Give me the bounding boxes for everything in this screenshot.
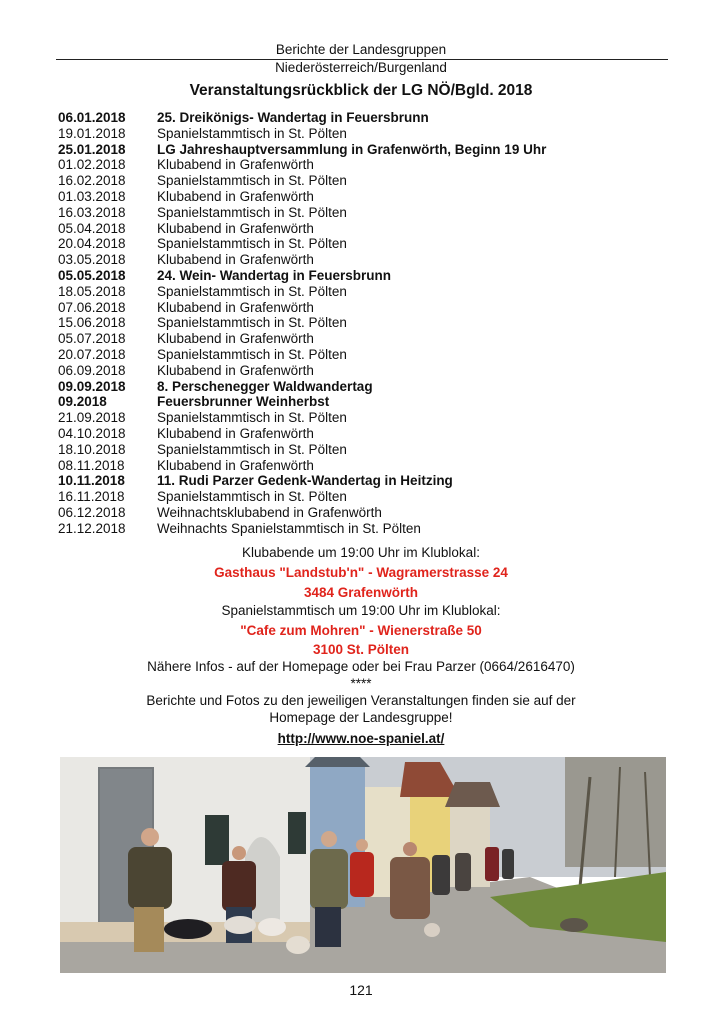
event-row (58, 221, 678, 237)
event-date: 20.07.2018 (58, 346, 126, 362)
event-text: 25. Dreikönigs- Wandertag in Feuersbrunn (157, 110, 429, 125)
klub-intro: Klubabende um 19:00 Uhr im Klublokal: (242, 545, 480, 560)
header-line-1: Berichte der Landesgruppen (275, 42, 447, 57)
event-text: Spanielstammtisch in St. Pölten (157, 346, 347, 362)
page-number: 121 (349, 982, 373, 998)
stamm-intro: Spanielstammtisch um 19:00 Uhr im Klublokal: (221, 603, 501, 618)
reports-line-1: Berichte und Fotos zu den jeweiligen Veranstaltungen finden sie auf der (146, 693, 576, 708)
event-row (58, 173, 678, 189)
homepage-link[interactable]: http://www.noe-spaniel.at/ (277, 731, 445, 746)
event-date: 09.09.2018 (58, 378, 126, 394)
event-text: Klubabend in Grafenwörth (157, 220, 314, 236)
event-date: 25.01.2018 (58, 141, 126, 157)
event-row (58, 410, 678, 426)
event-text: Feuersbrunner Weinherbst (157, 394, 330, 410)
event-row (58, 363, 678, 379)
page-title: Veranstaltungsrückblick der LG NÖ/Bgld. 2018 (189, 82, 533, 99)
event-row (58, 252, 678, 268)
event-row (58, 489, 678, 505)
event-date: 01.02.2018 (58, 157, 126, 173)
event-text: 11. Rudi Parzer Gedenk-Wandertag in Heitzing (157, 473, 453, 489)
event-row (58, 205, 678, 221)
event-row (58, 379, 678, 395)
event-row (58, 284, 678, 300)
contact-info: Nähere Infos - auf der Homepage oder bei Frau Parzer (0664/2616470) (147, 659, 575, 674)
event-text: Spanielstammtisch in St. Pölten (157, 236, 347, 252)
event-text: 8. Perschenegger Waldwandertag (157, 378, 373, 394)
event-date: 18.05.2018 (58, 283, 126, 299)
event-text: Klubabend in Grafenwörth (157, 252, 314, 268)
event-text: Spanielstammtisch in St. Pölten (157, 204, 347, 220)
event-text: Klubabend in Grafenwörth (157, 299, 314, 315)
event-date: 15.06.2018 (58, 315, 126, 331)
event-list (58, 110, 678, 537)
event-row (58, 394, 678, 410)
event-date: 16.11.2018 (58, 489, 125, 505)
event-date: 08.11.2018 (58, 457, 125, 473)
event-row (58, 315, 678, 331)
event-date: 20.04.2018 (58, 236, 126, 252)
event-date: 05.07.2018 (58, 331, 126, 347)
event-date: 21.12.2018 (58, 520, 126, 536)
event-date: 04.10.2018 (58, 425, 126, 441)
event-date: 21.09.2018 (58, 410, 126, 426)
event-date: 07.06.2018 (58, 299, 126, 315)
event-text: Spanielstammtisch in St. Pölten (157, 315, 347, 331)
event-text: Spanielstammtisch in St. Pölten (157, 283, 347, 299)
event-date: 16.03.2018 (58, 204, 126, 220)
event-text: Weihnachts Spanielstammtisch in St. Pölten (157, 520, 421, 536)
reports-line-2: Homepage der Landesgruppe! (269, 710, 453, 725)
event-date: 01.03.2018 (58, 188, 126, 204)
event-text: Klubabend in Grafenwörth (157, 188, 314, 204)
stamm-venue: "Cafe zum Mohren" - Wienerstraße 50 (240, 623, 482, 638)
event-row (58, 142, 678, 158)
event-row (58, 189, 678, 205)
event-date: 05.04.2018 (58, 220, 126, 236)
event-date: 06.01.2018 (58, 110, 126, 125)
event-text: Klubabend in Grafenwörth (157, 457, 314, 473)
event-row (58, 110, 678, 126)
event-row (58, 157, 678, 173)
event-text: Spanielstammtisch in St. Pölten (157, 125, 347, 141)
klub-venue: Gasthaus "Landstub'n" - Wagramerstrasse 24 (214, 565, 508, 580)
event-row (58, 331, 678, 347)
event-date: 18.10.2018 (58, 441, 126, 457)
stamm-city: 3100 St. Pölten (312, 642, 410, 657)
separator: **** (350, 676, 372, 691)
event-date: 09.2018 (58, 394, 107, 410)
event-row (58, 473, 678, 489)
event-row (58, 426, 678, 442)
event-row (58, 268, 678, 284)
event-text: Klubabend in Grafenwörth (157, 362, 314, 378)
event-date: 16.02.2018 (58, 173, 126, 189)
event-text: Spanielstammtisch in St. Pölten (157, 173, 347, 189)
group-walk-photo (60, 757, 666, 973)
event-date: 06.12.2018 (58, 504, 126, 520)
header-line-2: Niederösterreich/Burgenland (275, 60, 447, 75)
klub-city: 3484 Grafenwörth (303, 585, 419, 600)
event-row (58, 347, 678, 363)
event-row (58, 505, 678, 521)
event-row (58, 126, 678, 142)
event-date: 05.05.2018 (58, 267, 126, 283)
event-date: 06.09.2018 (58, 362, 126, 378)
event-row (58, 521, 678, 537)
event-row (58, 442, 678, 458)
event-text: Spanielstammtisch in St. Pölten (157, 441, 347, 457)
event-text: Weihnachtsklubabend in Grafenwörth (157, 504, 382, 520)
event-date: 19.01.2018 (58, 125, 126, 141)
event-text: Spanielstammtisch in St. Pölten (157, 410, 347, 426)
event-date: 10.11.2018 (58, 473, 125, 489)
event-text: Klubabend in Grafenwörth (157, 425, 314, 441)
event-row (58, 236, 678, 252)
event-date: 03.05.2018 (58, 252, 126, 268)
event-row (58, 300, 678, 316)
event-text: Spanielstammtisch in St. Pölten (157, 489, 347, 505)
event-row (58, 458, 678, 474)
event-text: Klubabend in Grafenwörth (157, 157, 314, 173)
event-text: Klubabend in Grafenwörth (157, 331, 314, 347)
event-text: 24. Wein- Wandertag in Feuersbrunn (157, 267, 392, 283)
event-text: LG Jahreshauptversammlung in Grafenwörth, Beginn 19 Uhr (157, 141, 547, 157)
